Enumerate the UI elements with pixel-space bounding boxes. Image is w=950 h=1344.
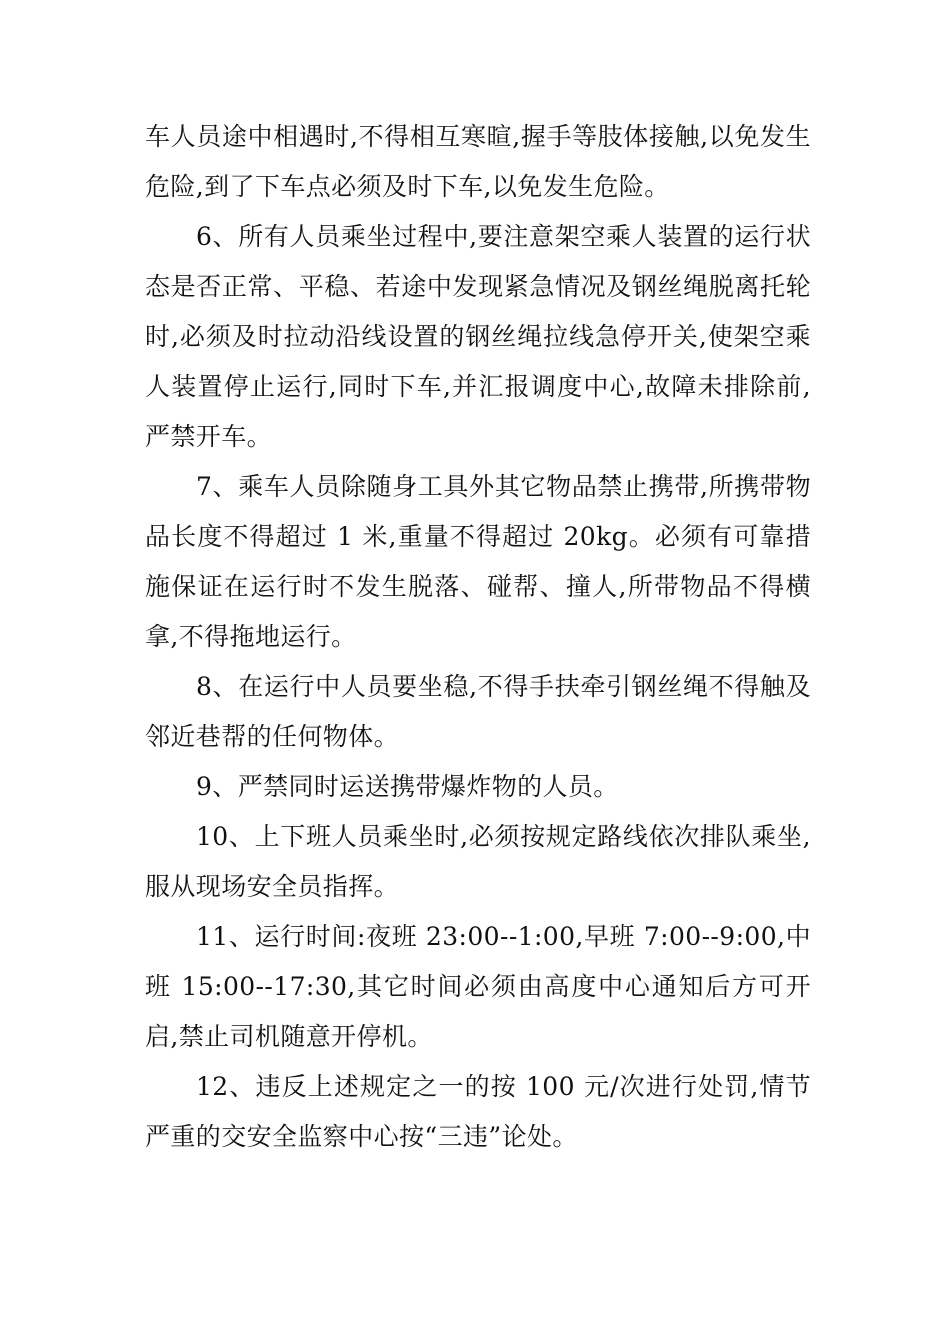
paragraph-rule-9: 9、严禁同时运送携带爆炸物的人员。 <box>196 772 619 801</box>
paragraph-rule-10: 10、上下班人员乘坐时,必须按规定路线依次排队乘坐,服从现场安全员指挥。 <box>145 822 811 901</box>
paragraph-rule-11: 11、运行时间:夜班 23:00--1:00,早班 7:00--9:00,中班 15:00--17:30,其它时间必须由高度中心通知后方可开启,禁止司机随意开停机。 <box>145 922 811 1051</box>
document-body <box>145 112 811 1162</box>
paragraph-rule-7: 7、乘车人员除随身工具外其它物品禁止携带,所携带物品长度不得超过 1 米,重量不得超过 20kg。必须有可靠措施保证在运行时不发生脱落、碰帮、撞人,所带物品不得横拿,不得拖地运行。 <box>145 472 811 651</box>
paragraph-rule-6: 6、所有人员乘坐过程中,要注意架空乘人装置的运行状态是否正常、平稳、若途中发现紧急情况及钢丝绳脱离托轮时,必须及时拉动沿线设置的钢丝绳拉线急停开关,使架空乘人装置停止运行,同时下车,并汇报调度中心,故障未排除前,严禁开车。 <box>145 222 811 451</box>
paragraph-rule-12: 12、违反上述规定之一的按 100 元/次进行处罚,情节严重的交安全监察中心按“三违”论处。 <box>145 1072 811 1151</box>
paragraph-continuation: 车人员途中相遇时,不得相互寒暄,握手等肢体接触,以免发生危险,到了下车点必须及时下车,以免发生危险。 <box>145 122 811 201</box>
paragraph-rule-8: 8、在运行中人员要坐稳,不得手扶牵引钢丝绳不得触及邻近巷帮的任何物体。 <box>145 672 811 751</box>
